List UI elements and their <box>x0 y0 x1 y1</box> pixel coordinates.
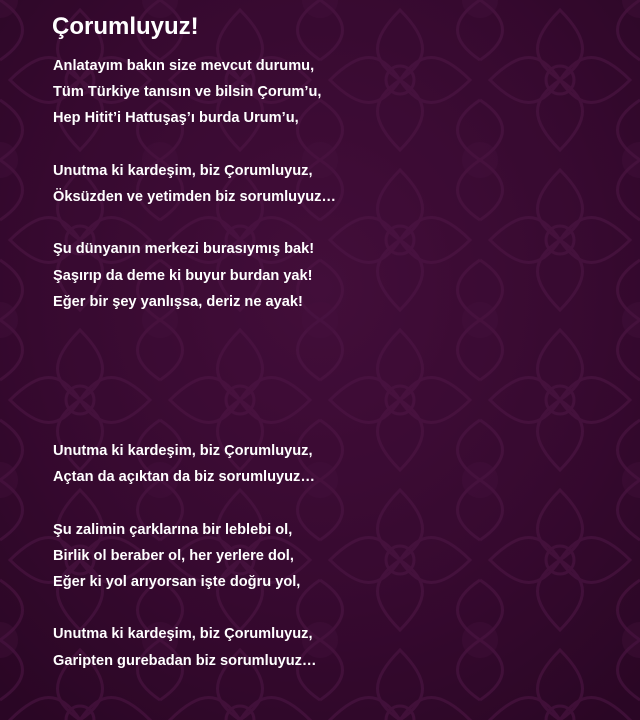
poem-part-2 <box>53 438 317 674</box>
poem-line: Öksüzden ve yetimden biz sorumluyuz… <box>53 188 337 205</box>
poem-line: Şu dünyanın merkezi burasıymış bak! <box>53 241 315 258</box>
poem-line: Şaşırıp da deme ki buyur burdan yak! <box>53 267 313 284</box>
poem-line: Eğer bir şey yanlışsa, deriz ne ayak! <box>53 293 303 310</box>
poem-line: Açtan da açıktan da biz sorumluyuz… <box>53 469 315 486</box>
poem-line: Birlik ol beraber ol, her yerlere dol, <box>53 547 294 564</box>
poem-line: Garipten gurebadan biz sorumluyuz… <box>53 652 317 669</box>
poem-line: Tüm Türkiye tanısın ve bilsin Çorum’u, <box>53 84 322 101</box>
poem-line: Unutma ki kardeşim, biz Çorumluyuz, <box>53 443 313 459</box>
poem-line <box>53 132 336 158</box>
poem-line <box>53 210 336 236</box>
poem-title: Çorumluyuz! <box>52 13 199 40</box>
poem-line: Hep Hitit’i Hattuşaş’ı burda Urum’u, <box>53 110 299 127</box>
poem-line: Unutma ki kardeşim, biz Çorumluyuz, <box>53 626 313 643</box>
poem-line: Eğer ki yol arıyorsan işte doğru yol, <box>53 573 301 590</box>
poem-part-1 <box>53 53 336 315</box>
poem-line: Şu zalimin çarklarına bir leblebi ol, <box>53 521 293 538</box>
poem-line: Anlatayım bakın size mevcut durumu, <box>53 58 315 74</box>
poem-line <box>53 595 317 621</box>
poem-line <box>53 490 317 516</box>
poem-line: Unutma ki kardeşim, biz Çorumluyuz, <box>53 162 313 179</box>
